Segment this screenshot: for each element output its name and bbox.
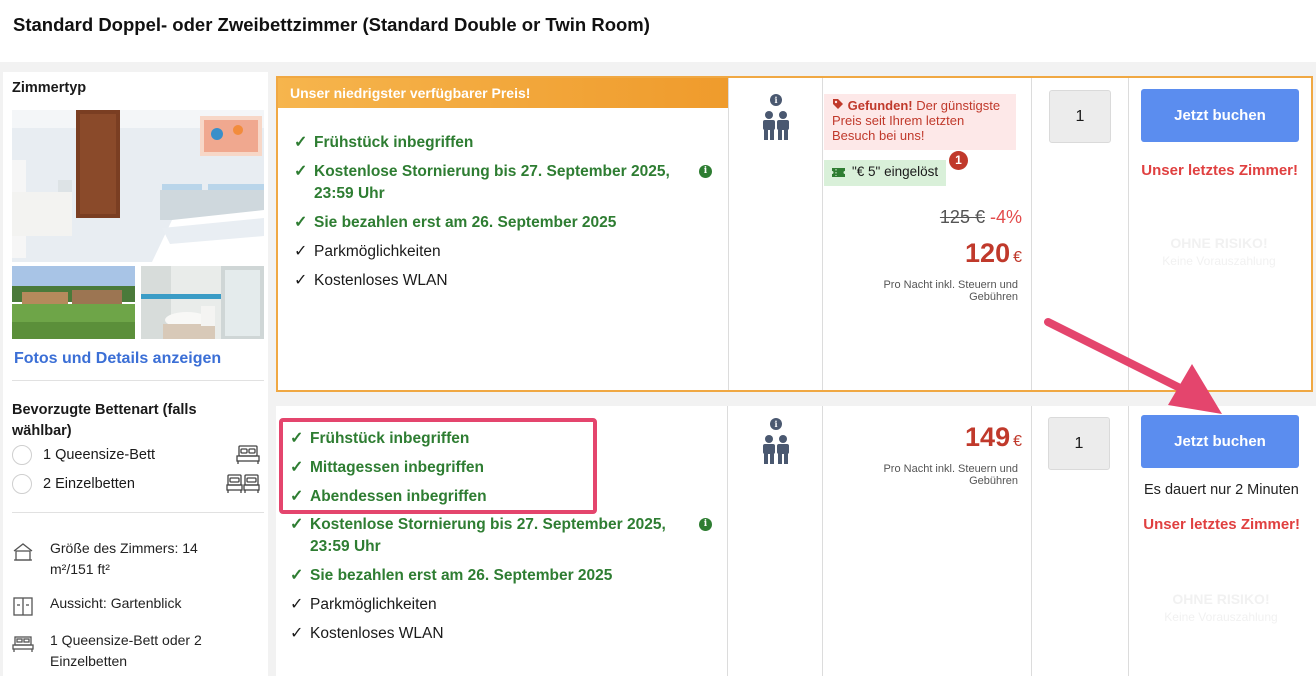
price-currency: €: [1013, 433, 1022, 450]
bed-preference-heading: Bevorzugte Bettenart (falls wählbar): [12, 402, 197, 439]
found-lowest-price-notice: [824, 94, 1016, 150]
no-risk-notice: [1142, 590, 1300, 626]
bed-option-twin[interactable]: [12, 473, 264, 497]
amenity-text: Kostenloses WLAN: [314, 272, 448, 289]
bed-icon: [12, 634, 34, 660]
old-price: [824, 207, 1046, 228]
offer-row-1: [276, 76, 1313, 392]
bed-option-queen[interactable]: [12, 444, 264, 468]
amenity-text: Sie bezahlen erst am 26. September 2025: [314, 214, 617, 231]
divider: [822, 78, 823, 390]
check-icon: ✓: [290, 430, 304, 447]
room-photo-main[interactable]: [12, 110, 264, 262]
feature-view: [12, 593, 264, 617]
quantity-select[interactable]: 1: [1048, 417, 1110, 470]
voucher-text: "€ 5" eingelöst: [852, 164, 939, 179]
amenity-text: Abendessen inbegriffen: [310, 488, 487, 505]
divider: [1031, 78, 1032, 390]
no-risk-notice: [1140, 234, 1298, 270]
divider: [1031, 406, 1032, 676]
last-room-notice: Unser letztes Zimmer!: [1141, 162, 1298, 179]
meal-highlight-box: [279, 418, 597, 514]
check-icon: ✓: [294, 134, 308, 151]
info-icon[interactable]: i: [699, 165, 712, 178]
no-risk-subtitle: Keine Vorauszahlung: [1162, 254, 1276, 268]
info-icon[interactable]: i: [770, 94, 782, 106]
radio-twin[interactable]: [12, 474, 32, 494]
check-icon: ✓: [290, 625, 304, 642]
amenity-text: Sie bezahlen erst am 26. September 2025: [310, 567, 613, 584]
amenity-text: Kostenloses WLAN: [310, 625, 444, 642]
room-photo-garden[interactable]: [12, 266, 135, 339]
tag-icon: [832, 98, 848, 113]
divider: [1128, 406, 1129, 676]
book-now-button[interactable]: Jetzt buchen: [1141, 415, 1299, 468]
photos-details-link[interactable]: Fotos und Details anzeigen: [14, 350, 222, 367]
room-info-panel: [3, 72, 268, 676]
amenity-text: Kostenlose Stornierung bis 27. September 2025, 23:59 Uhr: [314, 163, 670, 202]
two-persons-icon: [760, 434, 792, 466]
divider: [1128, 78, 1129, 390]
price-note: Pro Nacht inkl. Steuern und Gebühren: [883, 463, 1018, 487]
no-risk-title: OHNE RISIKO!: [1170, 235, 1268, 251]
lowest-price-badge: Unser niedrigster verfügbarer Preis!: [278, 78, 728, 108]
current-price: [824, 422, 1046, 453]
check-icon: ✓: [290, 596, 304, 613]
voucher-badge: [824, 160, 946, 186]
check-icon: ✓: [290, 459, 304, 476]
check-icon: ✓: [290, 488, 304, 505]
booking-duration-note: Es dauert nur 2 Minuten: [1144, 482, 1299, 498]
divider: [727, 406, 728, 676]
amenity-text: Parkmöglichkeiten: [310, 596, 437, 613]
check-icon: ✓: [290, 516, 304, 533]
double-bed-icon: [236, 444, 260, 470]
room-info-column: [0, 62, 276, 676]
book-now-button[interactable]: Jetzt buchen: [1141, 89, 1299, 142]
house-icon: [12, 542, 34, 568]
info-icon[interactable]: i: [770, 418, 782, 430]
current-price: [824, 238, 1046, 269]
discount-percent: -4%: [989, 207, 1022, 227]
amenity-text: Mittagessen inbegriffen: [310, 459, 484, 476]
check-icon: ✓: [290, 567, 304, 584]
room-photo-bathroom[interactable]: [141, 266, 264, 339]
check-icon: ✓: [294, 243, 308, 260]
info-icon[interactable]: i: [699, 518, 712, 531]
occupancy-cell: [756, 418, 796, 478]
window-icon: [12, 597, 34, 623]
old-price-value: 125 €: [939, 207, 985, 227]
ticket-icon: [831, 166, 846, 181]
occupancy-cell: [756, 94, 796, 154]
amenity-text: Frühstück inbegriffen: [310, 430, 470, 447]
found-text: Der günstigste Preis seit Ihrem letzten Besuch bei uns!: [832, 98, 1001, 143]
check-icon: ✓: [294, 163, 308, 180]
amenity-text: Frühstück inbegriffen: [314, 134, 474, 151]
check-icon: ✓: [294, 272, 308, 289]
feature-beds: [12, 630, 264, 672]
radio-queen[interactable]: [12, 445, 32, 465]
no-risk-title: OHNE RISIKO!: [1172, 591, 1270, 607]
divider: [12, 380, 264, 381]
amenity-text: Parkmöglichkeiten: [314, 243, 441, 260]
bed-option-label: 1 Queensize-Bett: [43, 447, 156, 463]
divider: [12, 512, 264, 513]
divider: [728, 78, 729, 390]
room-type-label: Zimmertyp: [12, 80, 87, 96]
divider: [822, 406, 823, 676]
two-persons-icon: [760, 110, 792, 142]
last-room-notice: Unser letztes Zimmer!: [1143, 516, 1300, 533]
no-risk-subtitle: Keine Vorauszahlung: [1164, 610, 1278, 624]
feature-text: Größe des Zimmers: 14 m²/151 ft²: [50, 540, 198, 577]
feature-text: Aussicht: Gartenblick: [50, 595, 182, 611]
price-note: Pro Nacht inkl. Steuern und Gebühren: [883, 279, 1018, 303]
quantity-select[interactable]: 1: [1049, 90, 1111, 143]
check-icon: ✓: [294, 214, 308, 231]
voucher-count-badge: 1: [949, 151, 968, 170]
amenity-text: Kostenlose Stornierung bis 27. September 2025, 23:59 Uhr: [310, 516, 666, 555]
price-value: 149: [965, 422, 1011, 452]
found-title: Gefunden!: [847, 98, 913, 113]
price-value: 120: [965, 238, 1011, 268]
price-currency: €: [1013, 249, 1022, 266]
twin-beds-icon: [226, 473, 260, 499]
feature-room-size: [12, 538, 264, 580]
page-title: Standard Doppel- oder Zweibettzimmer (Standard Double or Twin Room): [13, 14, 650, 35]
feature-text: 1 Queensize-Bett oder 2 Einzelbetten: [50, 632, 202, 669]
bed-option-label: 2 Einzelbetten: [43, 476, 135, 492]
